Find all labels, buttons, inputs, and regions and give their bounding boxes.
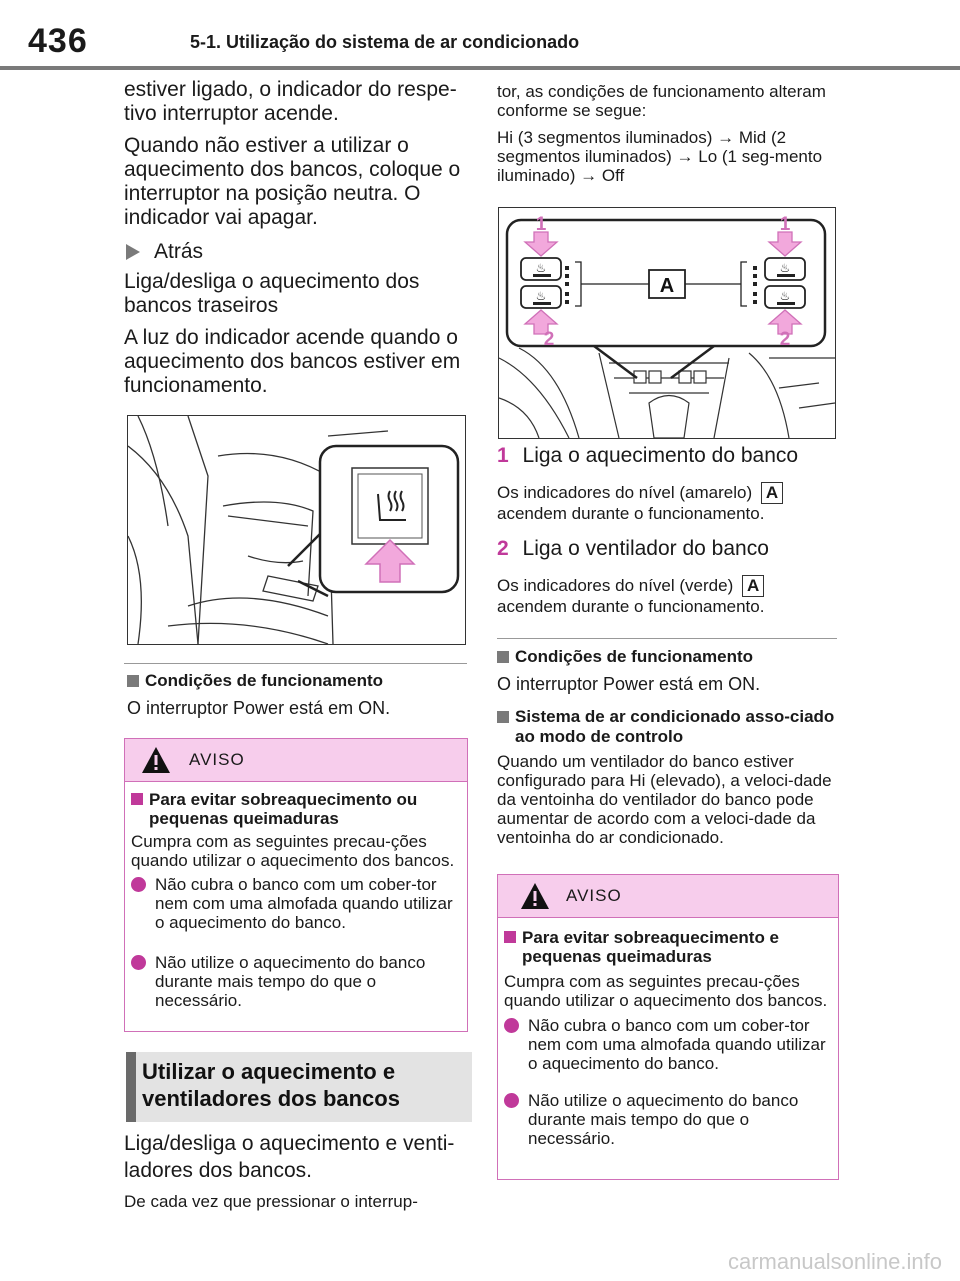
left-conditions-heading: Condições de funcionamento (127, 671, 467, 691)
paragraph-indicator-on: estiver ligado, o indicador do respe-tivo interruptor acende. (124, 78, 457, 125)
front-console-illustration (499, 208, 835, 438)
right-items (497, 444, 837, 616)
item-1 (497, 444, 837, 468)
right-conditions (497, 647, 837, 847)
svg-text:♨: ♨ (535, 261, 547, 275)
triangle-bullet-icon (126, 244, 140, 260)
rear-console-illustration (128, 416, 465, 644)
item-2-note (497, 575, 837, 616)
rear-label (124, 240, 469, 264)
header-rule (0, 66, 960, 70)
section-body (124, 1130, 474, 1211)
left-conditions-text: O interruptor Power está em ON. (127, 698, 391, 718)
item-2 (497, 537, 837, 561)
right-warning-bullet-2: Não utilize o aquecimento do banco durante mais tempo do que o necessário. (504, 1091, 830, 1148)
right-warning-box (497, 874, 839, 1180)
figure-label-1-right: 1 (779, 214, 791, 235)
right-conditions-heading: Condições de funcionamento (497, 647, 837, 667)
ac-mode-text: Quando um ventilador do banco estiver configurado para Hi (elevado), a veloci-dade da ventoinha do ventilador do banco pode aumentar de acordo com a veloci-dade da ventoinha do ar condicionado. (497, 752, 832, 847)
right-sequence-text: Hi (3 segmentos iluminados) → Mid (2 segmentos iluminados) → Lo (1 seg-mento iluminado) → Off (497, 128, 823, 185)
indicator-a-badge-1: A (761, 482, 783, 504)
item-1-text: Liga o aquecimento do banco (522, 444, 799, 467)
left-conditions (127, 671, 467, 719)
rear-seat-heater-figure (127, 415, 466, 645)
item-1-number: 1 (497, 444, 509, 467)
item-2-text: Liga o ventilador do banco (522, 537, 769, 560)
right-intro-text: tor, as condições de funcionamento alteram conforme se segue: (497, 82, 826, 120)
left-warning-intro: Cumpra com as seguintes precau-ções quando utilizar o aquecimento dos bancos. (131, 832, 455, 870)
right-warning-bullet-1: Não cubra o banco com um cober-tor nem com uma almofada quando utilizar o aquecimento do banco. (504, 1016, 830, 1073)
item-1-note-a: Os indicadores do nível (amarelo) (497, 483, 753, 502)
section-press-text: De cada vez que pressionar o interrup- (124, 1192, 418, 1211)
front-seat-switch-figure (498, 207, 836, 439)
figure-label-2-right: 2 (779, 329, 791, 350)
item-2-note-b: acendem durante o funcionamento. (497, 597, 765, 616)
paragraph-indicator-light: A luz do indicador acende quando o aquecimento dos bancos estiver em funcionamento. (124, 326, 461, 397)
left-warning-heading: Para evitar sobreaquecimento ou pequenas queimaduras (131, 790, 459, 828)
item-1-note (497, 482, 837, 523)
paragraph-neutral: Quando não estiver a utilizar o aquecimento dos bancos, coloque o interruptor na posição neutra. O indicador vai apagar. (124, 134, 461, 229)
rear-label-text: Atrás (154, 240, 204, 263)
paragraph-rear-seats: Liga/desliga o aquecimento dos bancos traseiros (124, 270, 420, 317)
item-2-note-a: Os indicadores do nível (verde) (497, 576, 734, 595)
item-2-number: 2 (497, 537, 509, 560)
figure-label-a: A (659, 275, 675, 297)
section-heading-band (126, 1052, 472, 1122)
left-warning-bullet-1: Não cubra o banco com um cober-tor nem com uma almofada quando utilizar o aquecimento do banco. (131, 875, 459, 932)
left-warning-title: AVISO (189, 750, 245, 769)
right-column-intro (497, 82, 832, 185)
figure-label-2-left: 2 (543, 329, 555, 350)
left-column-text (124, 78, 469, 398)
item-1-note-b: acendem durante o funcionamento. (497, 504, 765, 523)
right-warning-title: AVISO (566, 886, 622, 905)
ac-mode-heading: Sistema de ar condicionado asso-ciado ao modo de controlo (497, 707, 837, 747)
svg-text:♨: ♨ (535, 289, 547, 303)
right-conditions-text: O interruptor Power está em ON. (497, 674, 761, 694)
left-divider (124, 663, 467, 664)
indicator-a-badge-2: A (742, 575, 764, 597)
right-warning-header (498, 875, 838, 918)
right-divider (497, 638, 837, 639)
section-intro: Liga/desliga o aquecimento e venti-ladores dos bancos. (124, 1132, 455, 1182)
watermark: carmanualsonline.info (727, 1249, 942, 1274)
figure-label-1-left: 1 (535, 214, 547, 235)
chapter-title: 5-1. Utilização do sistema de ar condicionado (190, 32, 580, 52)
warning-triangle-icon (520, 881, 550, 911)
section-heading: Utilizar o aquecimento e ventiladores dos bancos (142, 1059, 400, 1111)
warning-triangle-icon (141, 745, 171, 775)
left-warning-bullet-2: Não utilize o aquecimento do banco durante mais tempo do que o necessário. (131, 953, 459, 1010)
right-warning-intro: Cumpra com as seguintes precau-ções quando utilizar o aquecimento dos bancos. (504, 972, 828, 1010)
left-warning-box (124, 738, 468, 1032)
svg-text:♨: ♨ (779, 289, 791, 303)
page-number: 436 (28, 22, 88, 60)
svg-text:♨: ♨ (779, 261, 791, 275)
right-warning-heading: Para evitar sobreaquecimento e pequenas queimaduras (504, 928, 830, 966)
left-warning-header (125, 739, 467, 782)
